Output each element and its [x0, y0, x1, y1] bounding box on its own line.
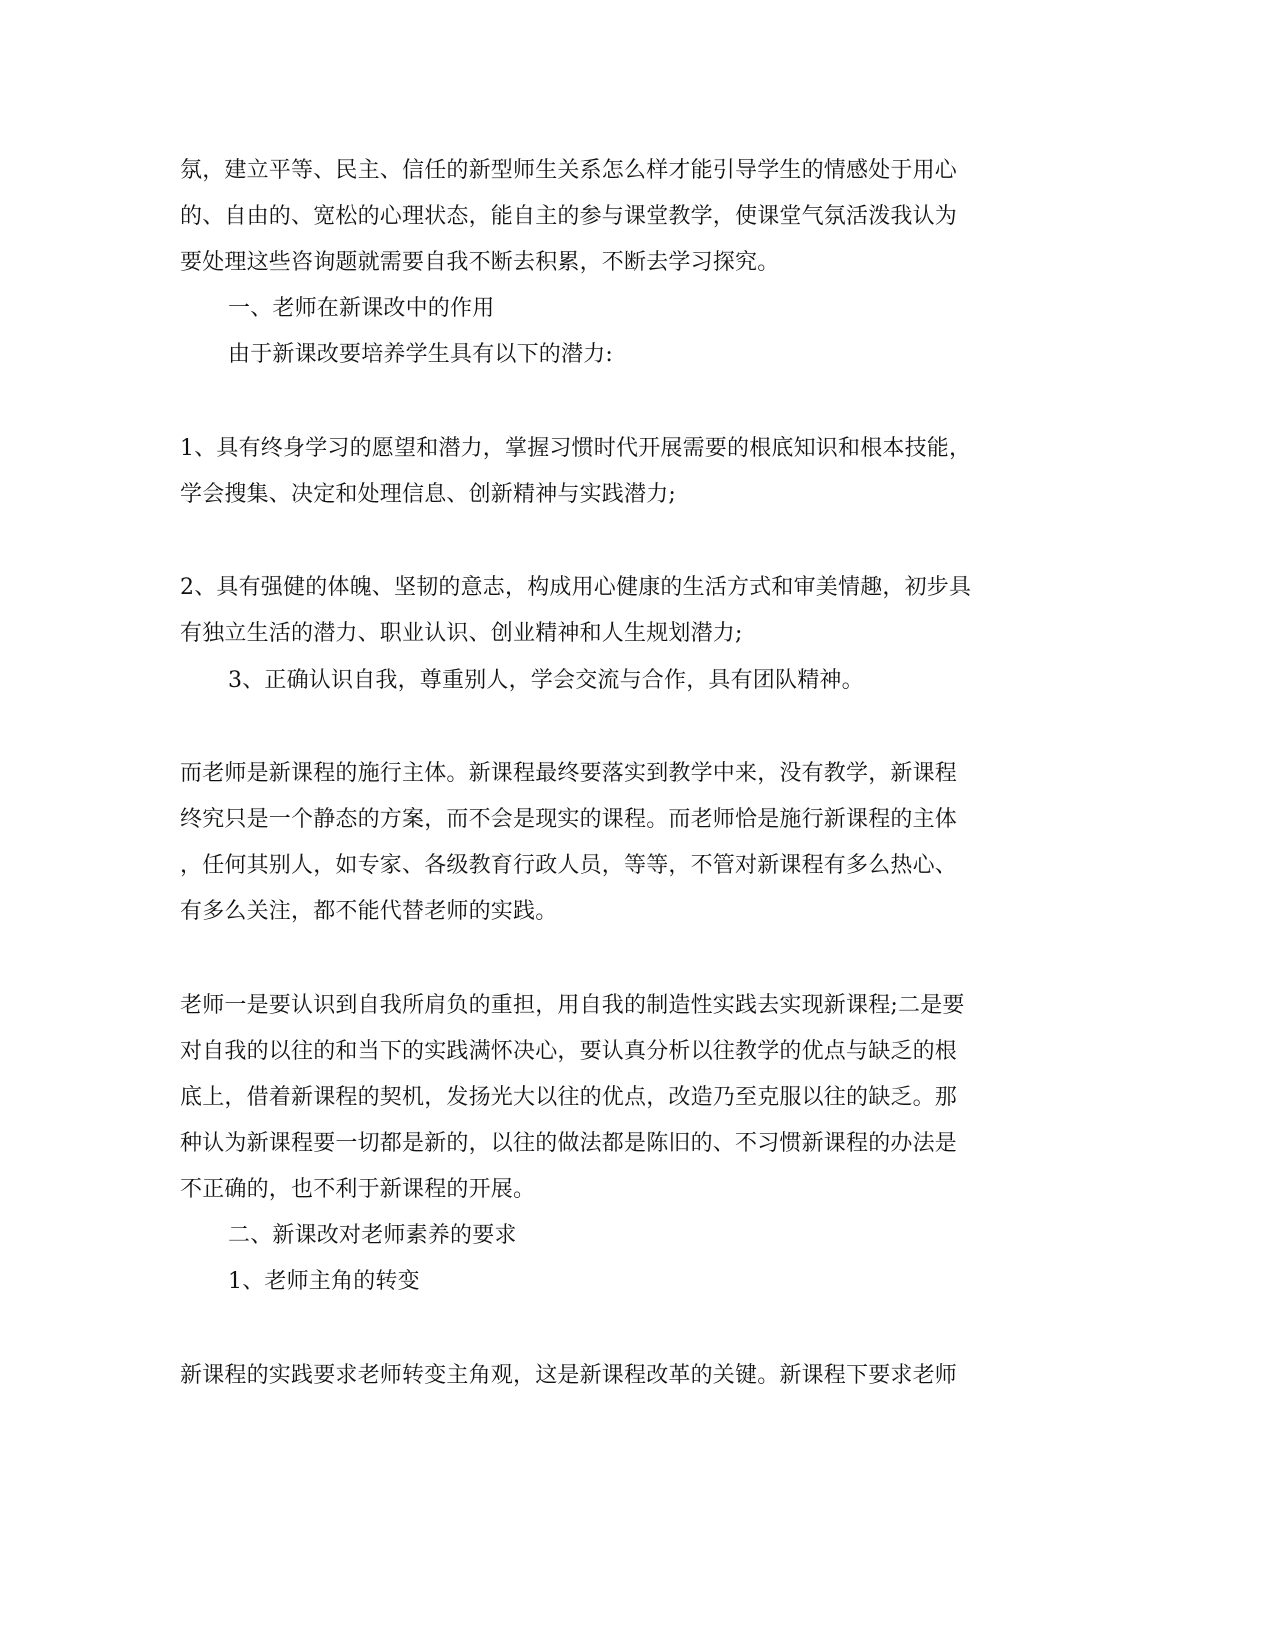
text-line: 老师一是要认识到自我所肩负的重担，用自我的制造性实践去实现新课程;二是要: [180, 993, 965, 1018]
text-line: 有多么关注，都不能代替老师的实践。: [180, 899, 558, 924]
section-heading: 二、新课改对老师素养的要求: [228, 1223, 517, 1248]
text-line: 底上，借着新课程的契机，发扬光大以往的优点，改造乃至克服以往的缺乏。那: [180, 1085, 958, 1110]
text-line: 而老师是新课程的施行主体。新课程最终要落实到教学中来，没有教学，新课程: [180, 761, 958, 786]
text-line: 氛，建立平等、民主、信任的新型师生关系怎么样才能引导学生的情感处于用心: [180, 158, 958, 183]
subsection-heading: 1、老师主角的转变: [228, 1269, 420, 1294]
list-item: 1、具有终身学习的愿望和潜力，掌握习惯时代开展需要的根底知识和根本技能，: [180, 436, 972, 461]
text-line: 由于新课改要培养学生具有以下的潜力:: [228, 342, 614, 367]
text-line: ，任何其别人，如专家、各级教育行政人员，等等，不管对新课程有多么热心、: [180, 853, 958, 878]
section-heading: 一、老师在新课改中的作用: [228, 296, 495, 321]
text-line: 种认为新课程要一切都是新的，以往的做法都是陈旧的、不习惯新课程的办法是: [180, 1131, 958, 1156]
text-line: 不正确的，也不利于新课程的开展。: [180, 1177, 536, 1202]
list-item-continuation: 学会搜集、决定和处理信息、创新精神与实践潜力;: [180, 482, 677, 507]
text-line: 对自我的以往的和当下的实践满怀决心，要认真分析以往教学的优点与缺乏的根: [180, 1039, 958, 1064]
list-item-continuation: 有独立生活的潜力、职业认识、创业精神和人生规划潜力;: [180, 621, 743, 646]
text-line: 终究只是一个静态的方案，而不会是现实的课程。而老师恰是施行新课程的主体: [180, 807, 958, 832]
text-line: 要处理这些咨询题就需要自我不断去积累，不断去学习探究。: [180, 250, 780, 275]
text-line: 新课程的实践要求老师转变主角观，这是新课程改革的关键。新课程下要求老师: [180, 1363, 958, 1388]
list-item: 3、正确认识自我，尊重别人，学会交流与合作，具有团队精神。: [228, 668, 864, 693]
list-item: 2、具有强健的体魄、坚韧的意志，构成用心健康的生活方式和审美情趣，初步具: [180, 575, 972, 600]
text-line: 的、自由的、宽松的心理状态，能自主的参与课堂教学，使课堂气氛活泼我认为: [180, 204, 958, 229]
